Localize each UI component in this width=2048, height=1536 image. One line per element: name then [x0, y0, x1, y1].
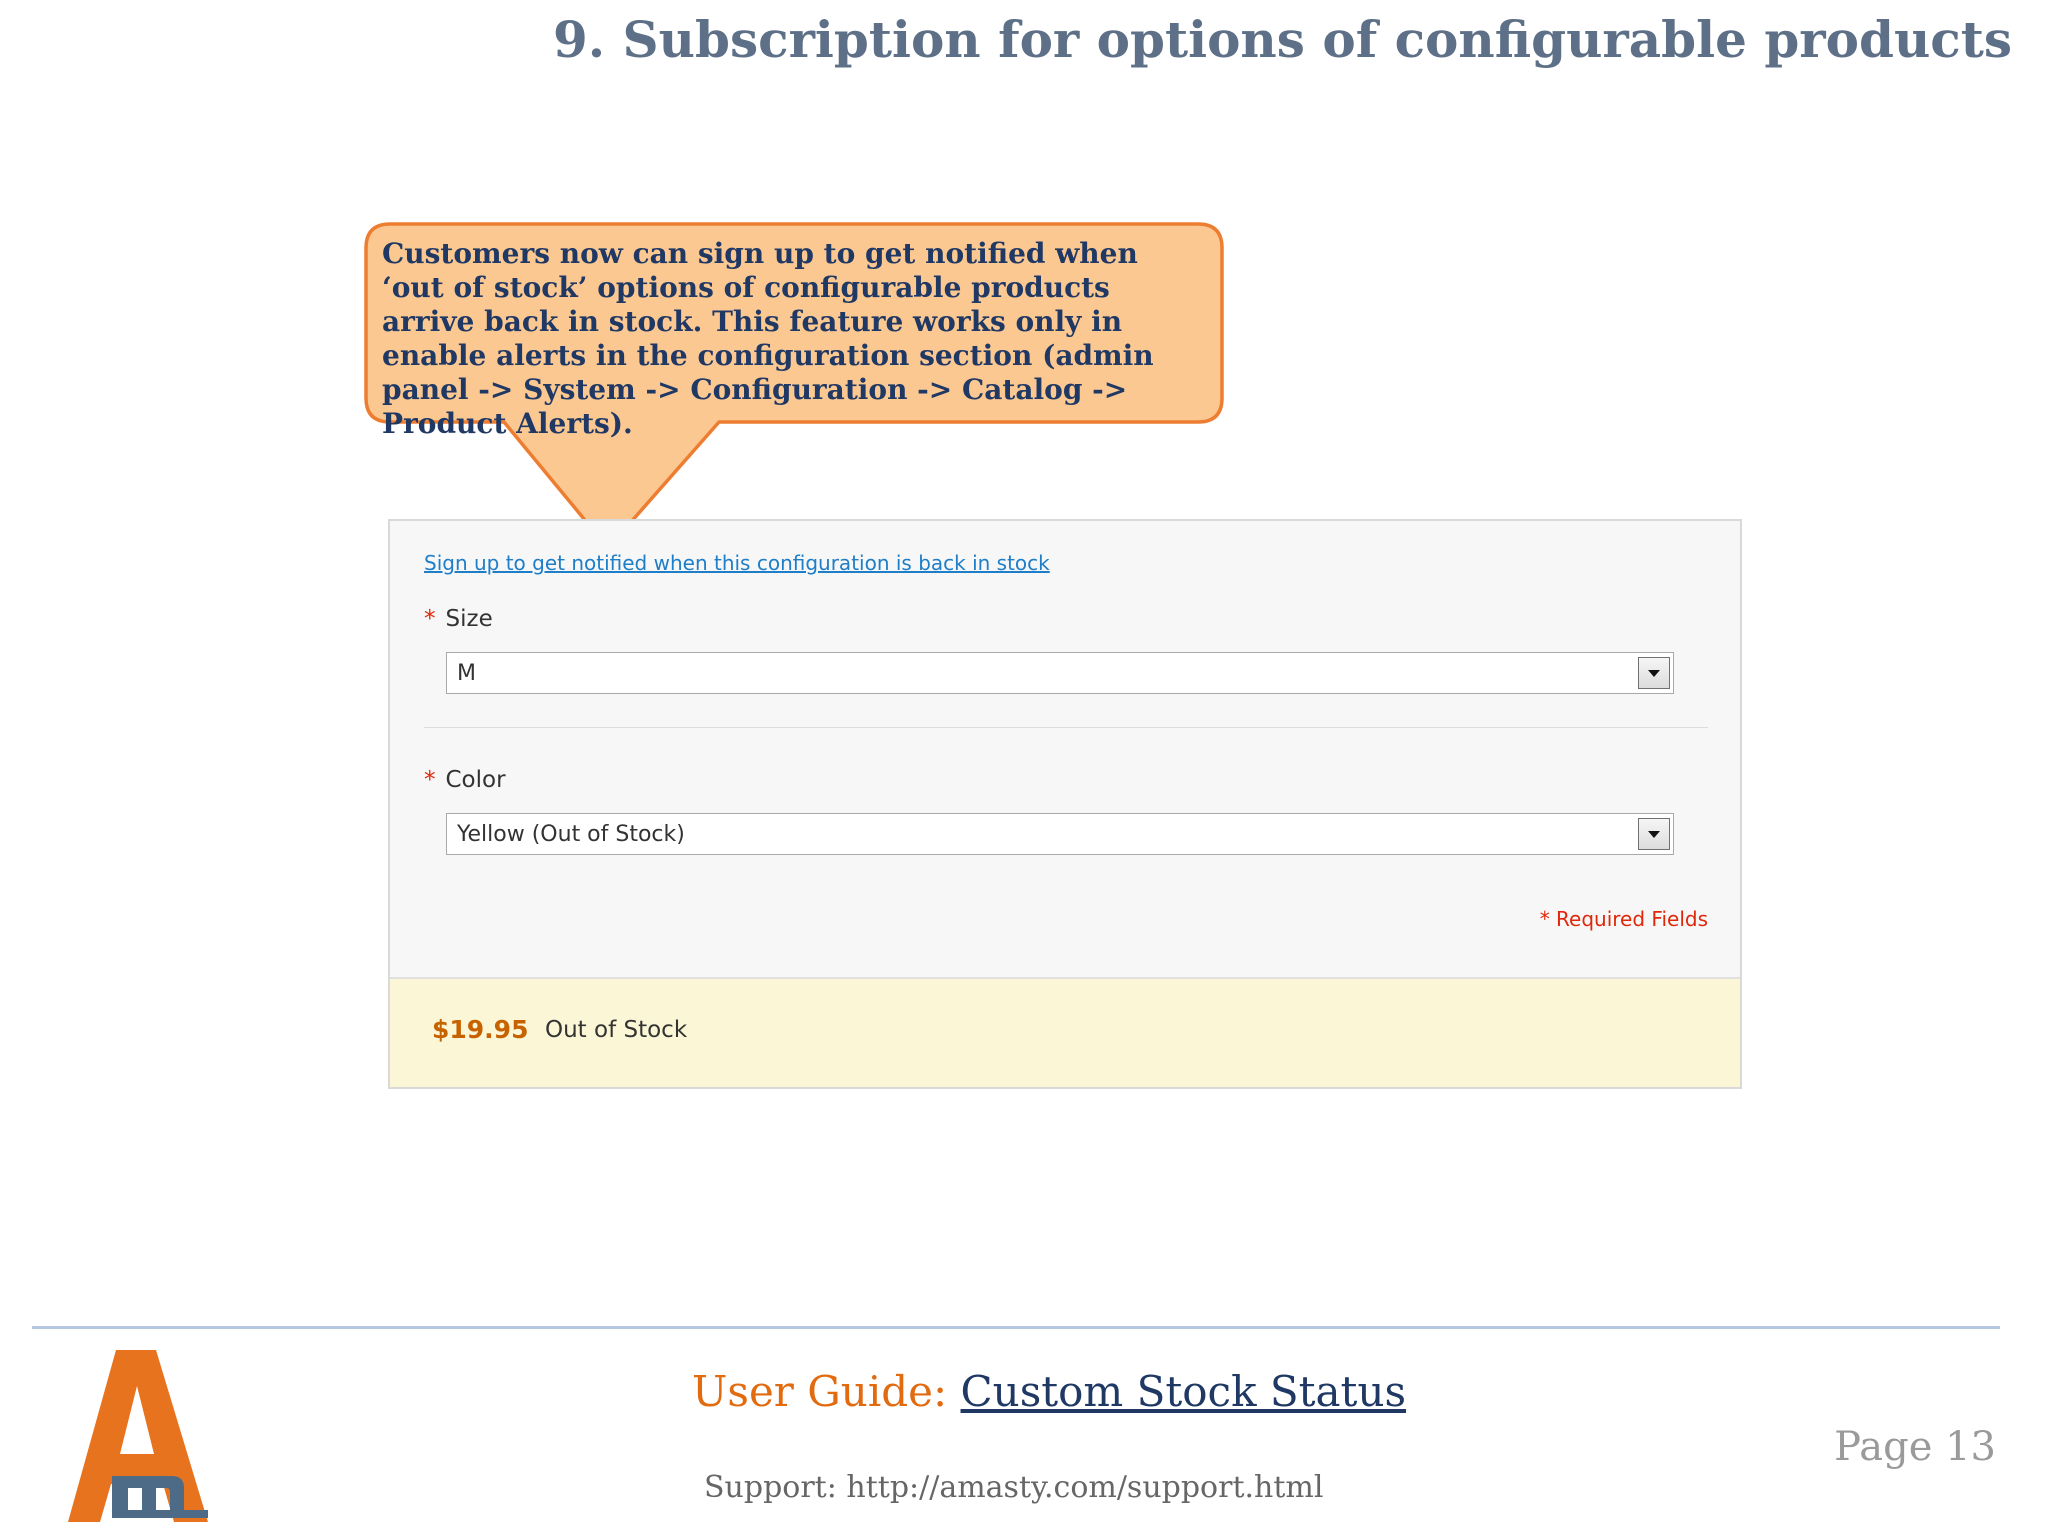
logo-letter-a — [68, 1350, 208, 1522]
price-box — [390, 977, 1740, 1087]
chevron-down-icon[interactable] — [1638, 657, 1670, 689]
required-marker: * — [424, 767, 436, 793]
size-label — [424, 606, 493, 632]
page-title: 9. Subscription for options of configurable products — [552, 10, 2012, 69]
color-label — [424, 767, 506, 793]
amasty-logo-icon — [68, 1350, 208, 1522]
size-label-text: Size — [445, 606, 493, 632]
user-guide-title — [692, 1367, 1406, 1416]
required-fields-note: * Required Fields — [1539, 907, 1708, 931]
logo-underline — [112, 1510, 208, 1518]
required-marker: * — [424, 606, 436, 632]
chevron-down-icon[interactable] — [1638, 818, 1670, 850]
product-options-panel — [388, 519, 1742, 1089]
page-number: Page 13 — [1834, 1424, 1996, 1470]
stock-status: Out of Stock — [545, 1017, 688, 1043]
product-price: $19.95 — [432, 1015, 529, 1044]
notify-me-link[interactable]: Sign up to get notified when this configuration is back in stock — [424, 551, 1050, 575]
color-select[interactable] — [446, 813, 1674, 855]
size-select-value: M — [457, 661, 476, 686]
color-select-value: Yellow (Out of Stock) — [457, 822, 685, 847]
callout-text: Customers now can sign up to get notified when ‘out of stock’ options of configurable products arrive back in stock. This feature works only in enable alerts in the configuration section (admin panel -> System -> Configuration -> Catalog -> Product Alerts). — [382, 237, 1154, 440]
color-label-text: Color — [445, 767, 506, 793]
user-guide-prefix: User Guide: — [692, 1367, 948, 1416]
support-text: Support: http://amasty.com/support.html — [704, 1470, 1324, 1505]
size-select[interactable] — [446, 652, 1674, 694]
user-guide-link[interactable]: Custom Stock Status — [960, 1367, 1407, 1416]
footer-divider — [32, 1326, 2000, 1329]
divider — [424, 727, 1708, 728]
